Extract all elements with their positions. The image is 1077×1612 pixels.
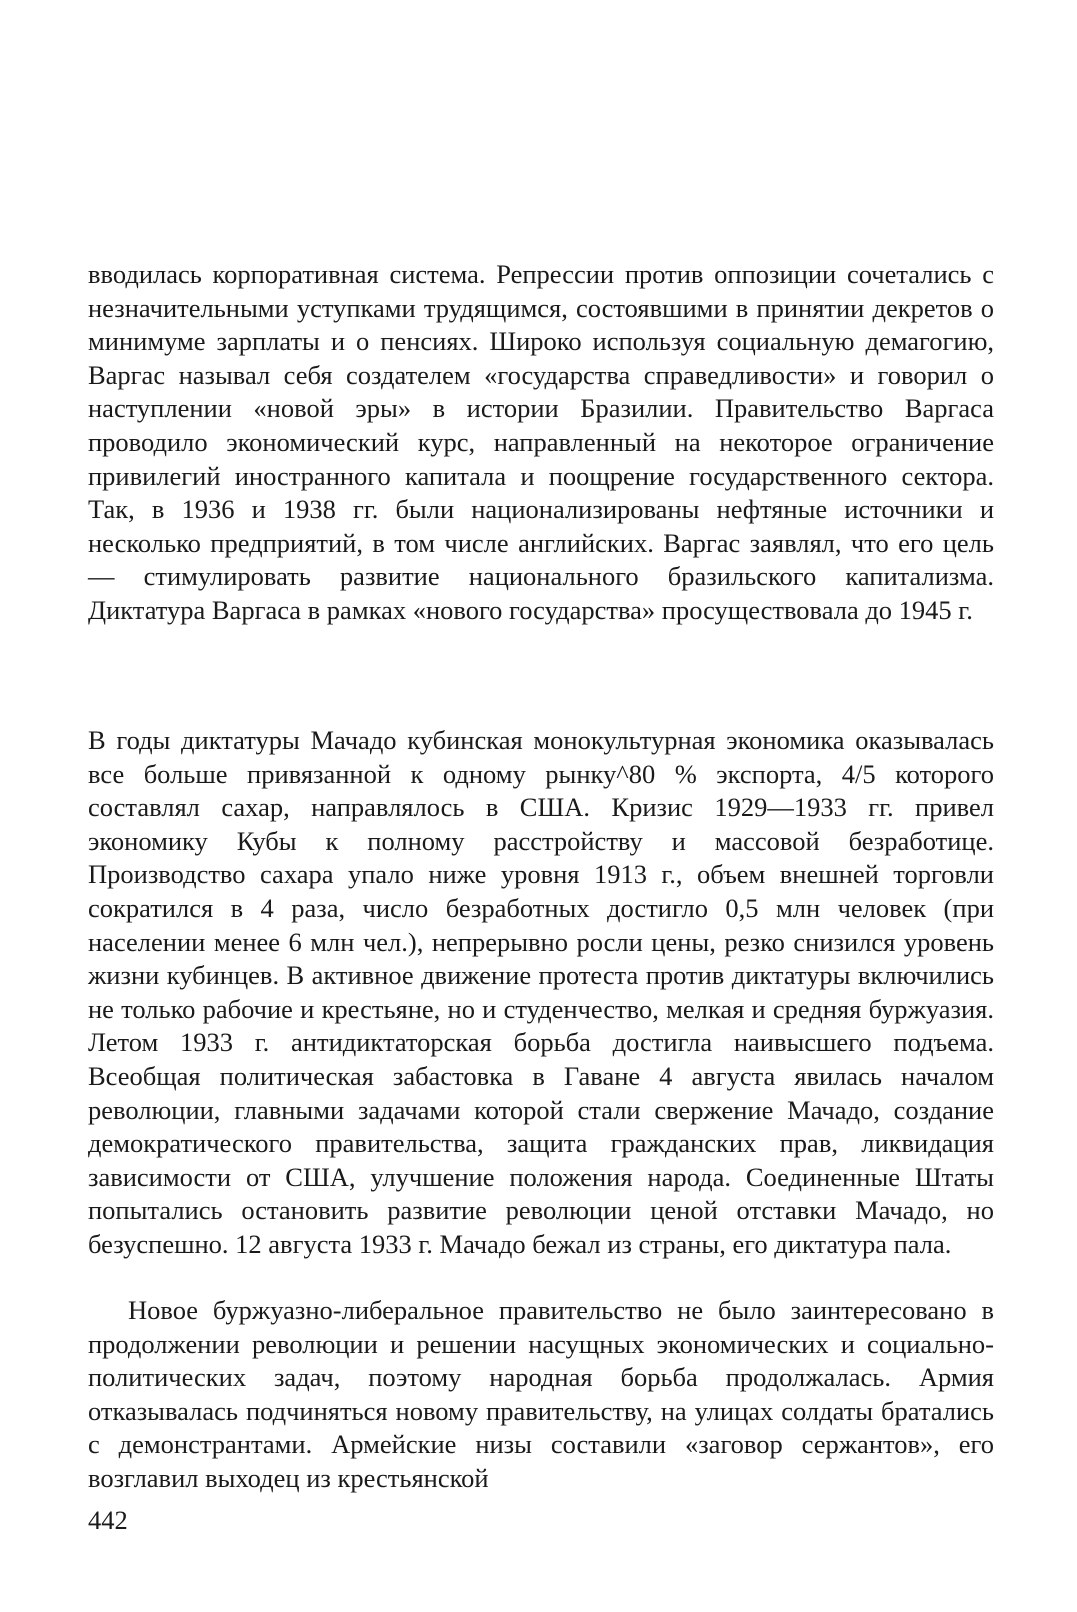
paragraph-vargas: вводилась корпоративная система. Репрессии против оппозиции сочетались с незначительными уступками трудящимся, состоявшими в принятии декретов о минимуме зарплаты и о пенсиях. Широко используя социальную демагогию, Варгас называл себя создателем «государства справедливости» и говорил о наступлении «новой эры» в истории Бразилии. Правительство Варгаса проводило экономический курс, направленный на некоторое ограничение привилегий иностранного капитала и поощрение государственного сектора. Так, в 1936 и 1938 гг. были национализированы нефтяные источники и несколько предприятий, в том числе английских. Варгас заявлял, что его цель — стимулировать развитие национального бразильского капитализма. Диктатура Варгаса в рамках «нового государства» просуществовала до 1945 г. <box>88 259 994 625</box>
paragraph-new-government: Новое буржуазно-либеральное правительство не было заинтересовано в продолжении революции и решении насущных экономических и социально-политических задач, поэтому народная борьба продолжалась. Армия отказывалась подчиняться новому правительству, на улицах солдаты братались с демонстрантами. Армейские низы составили «заговор сержантов», его возглавил выходец из крестьянской <box>88 1295 994 1493</box>
paragraph-machado: В годы диктатуры Мачадо кубинская монокультурная экономика оказывалась все больше привязанной к одному рынку^80 % экспорта, 4/5 которого составлял сахар, направлялось в США. Кризис 1929—1933 гг. привел экономику Кубы к полному расстройству и массовой безработице. Производство сахара упало ниже уровня 1913 г., объем внешней торговли сократился в 4 раза, число безработных достигло 0,5 млн человек (при населении менее 6 млн чел.), непрерывно росли цены, резко снизился уровень жизни кубинцев. В активное движение протеста против диктатуры включились не только рабочие и крестьяне, но и студенчество, мелкая и средняя буржуазия. Летом 1933 г. антидиктаторская борьба достигла наивысшего подъема. Всеобщая политическая забастовка в Гаване 4 августа явилась началом революции, главными задачами которой стали свержение Мачадо, создание демократического правительства, защита гражданских прав, ликвидация зависимости от США, улучшение положения народа. Соединенные Штаты попытались остановить развитие революции ценой отставки Мачадо, но безуспешно. 12 августа 1933 г. Мачадо бежал из страны, его диктатура пала. <box>88 725 994 1259</box>
page-number: 442 <box>88 1505 128 1535</box>
